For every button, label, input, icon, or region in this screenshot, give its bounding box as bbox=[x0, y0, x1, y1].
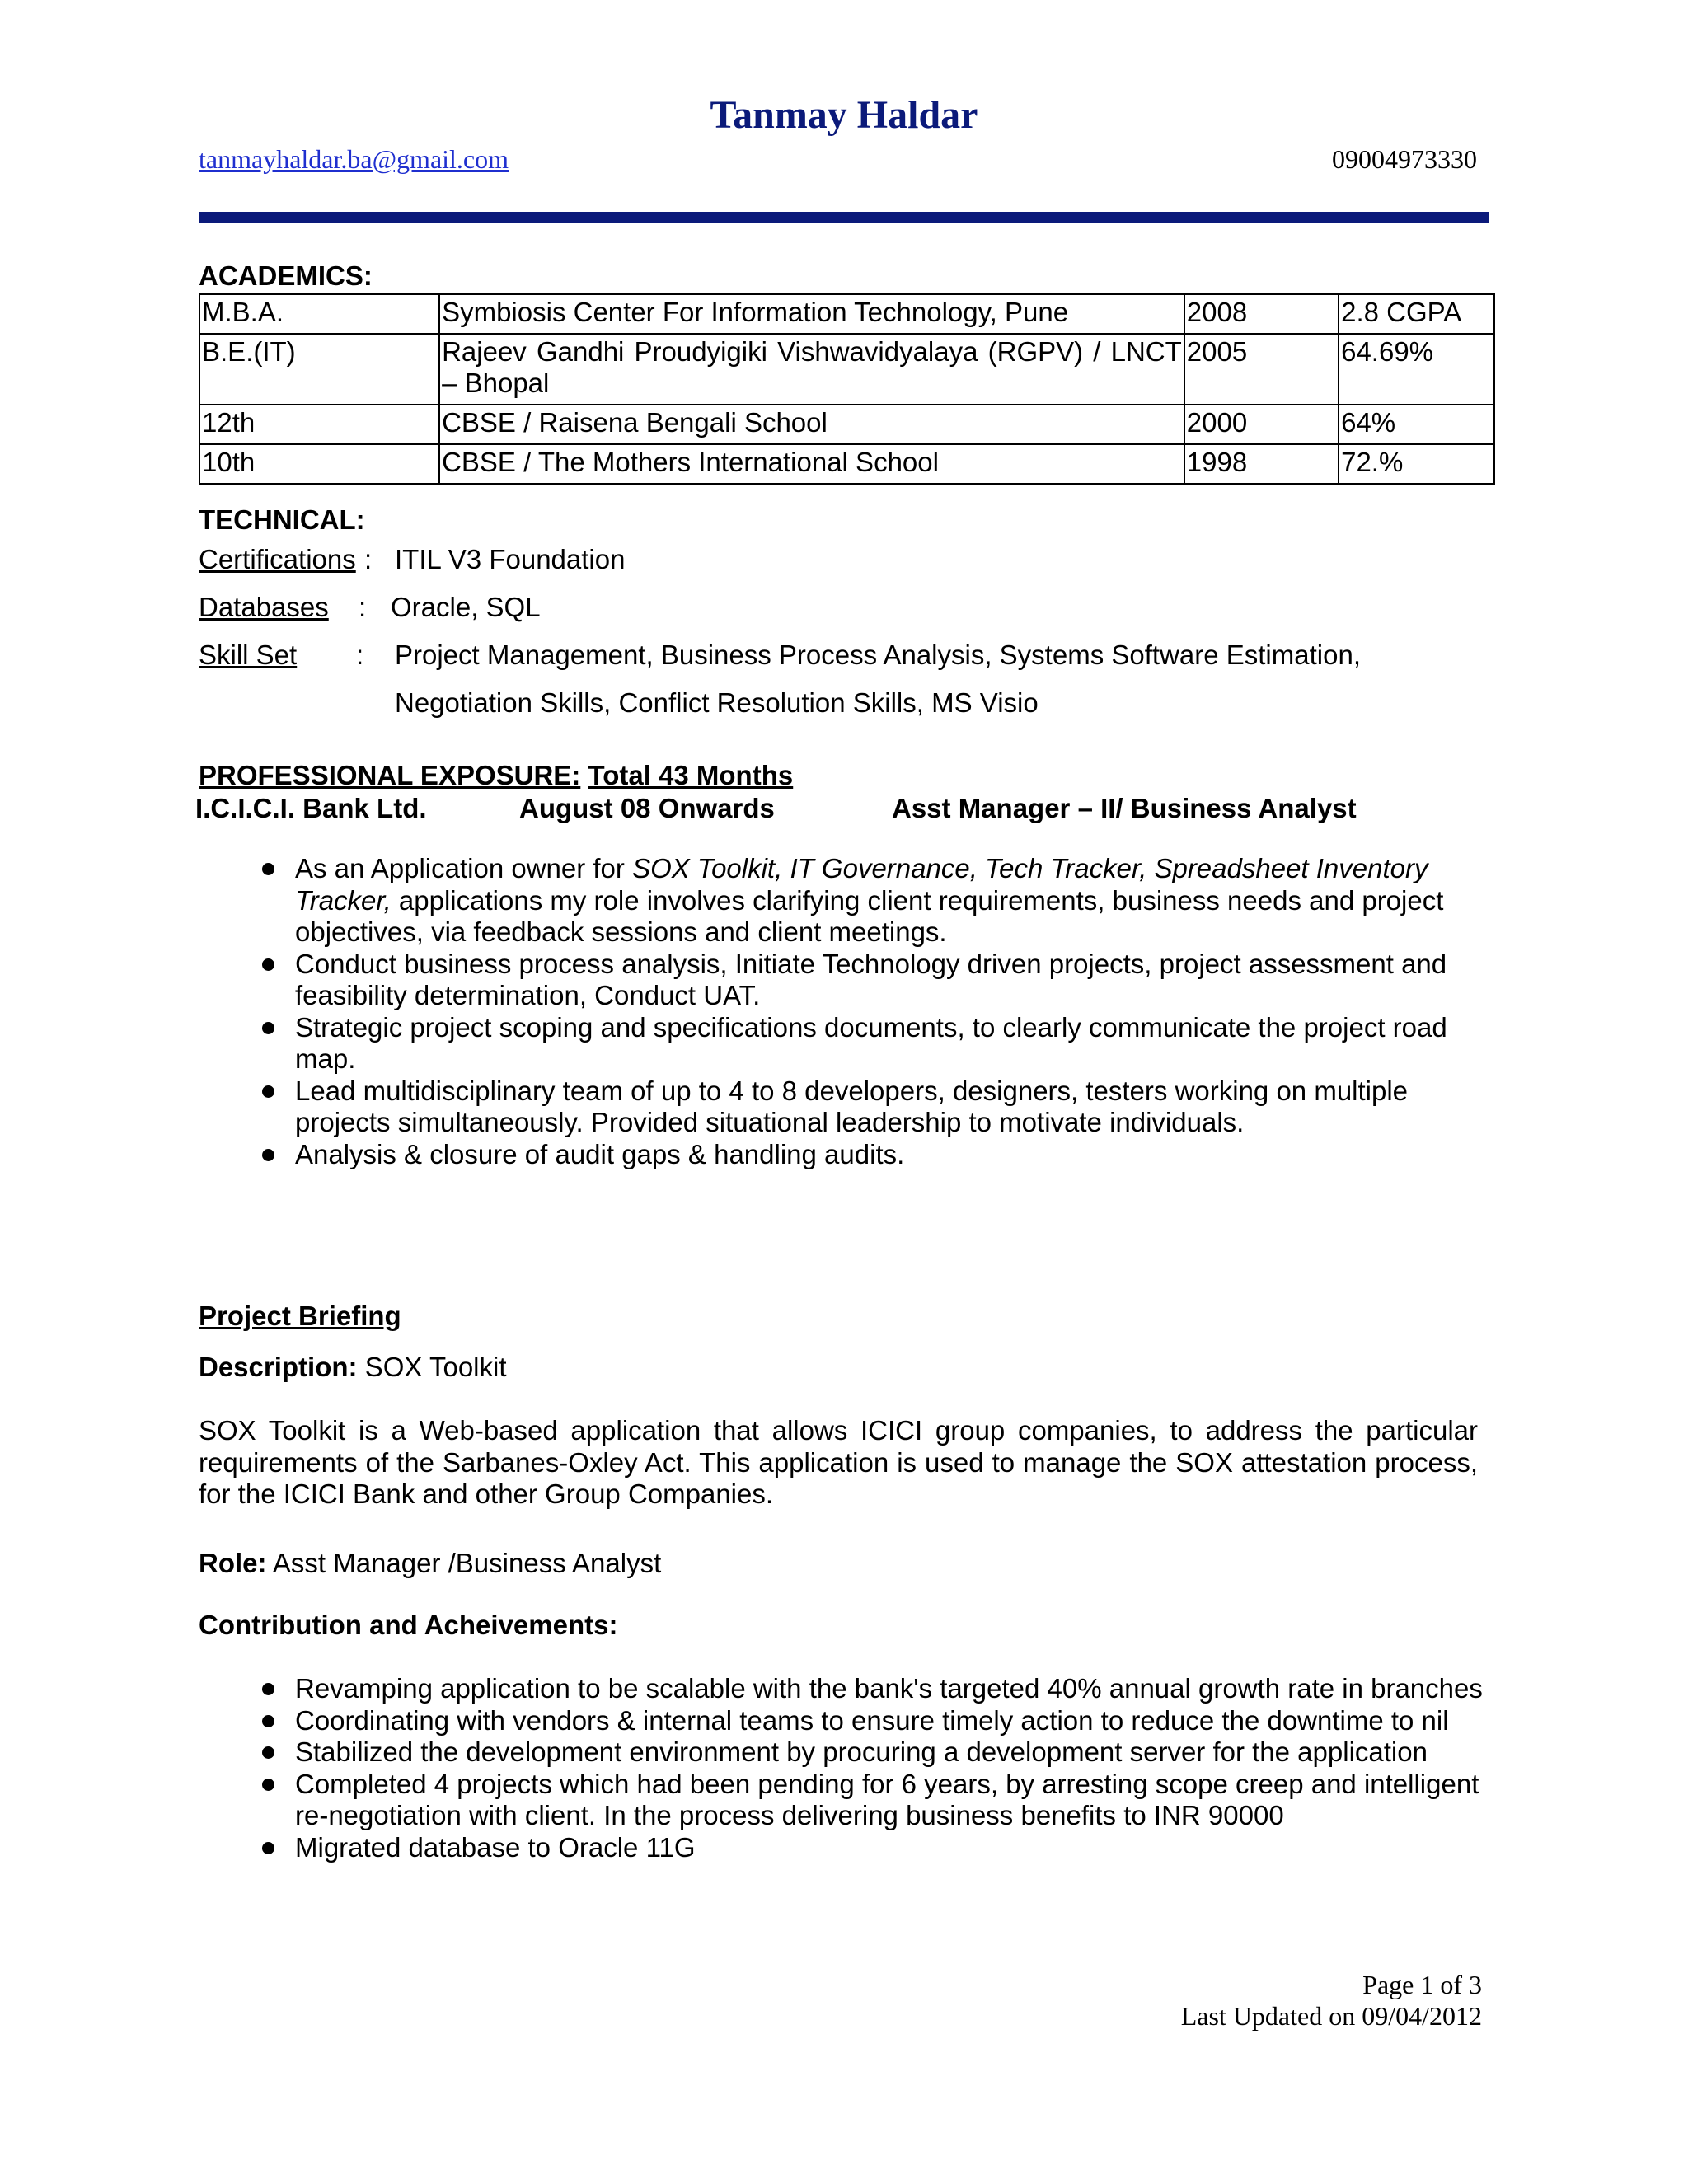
bullet-text: Analysis & closure of audit gaps & handling audits. bbox=[295, 1138, 905, 1169]
institute-cell: CBSE / The Mothers International School bbox=[439, 444, 1184, 484]
email-link[interactable]: tanmayhaldar.ba@gmail.com bbox=[199, 144, 509, 174]
technical-heading: TECHNICAL: bbox=[199, 504, 365, 535]
list-item bbox=[0, 949, 1490, 1012]
year-cell: 2005 bbox=[1184, 334, 1339, 405]
bullet-icon bbox=[262, 1746, 274, 1759]
bullet-icon bbox=[262, 1085, 274, 1098]
institute-cell: CBSE / Raisena Bengali School bbox=[439, 405, 1184, 444]
year-cell: 2008 bbox=[1184, 294, 1339, 334]
academics-heading: ACADEMICS: bbox=[199, 260, 373, 291]
score-cell: 2.8 CGPA bbox=[1339, 294, 1494, 334]
bullet-text: Lead multidisciplinary team of up to 4 to 8 developers, designers, testers working on multiple projects simultaneously. Provided situational leadership to motivate individuals. bbox=[295, 1075, 1409, 1137]
description-row bbox=[199, 1352, 507, 1383]
bullet-text: Coordinating with vendors & internal teams to ensure timely action to reduce the downtime to nil bbox=[295, 1704, 1449, 1736]
job-designation: Asst Manager – II/ Business Analyst bbox=[892, 793, 1357, 823]
bullet-text: Revamping application to be scalable with the bank's targeted 40% annual growth rate in branches bbox=[295, 1673, 1483, 1704]
role-row bbox=[199, 1548, 661, 1579]
bullet-icon bbox=[262, 1842, 274, 1854]
list-item bbox=[0, 1705, 1490, 1737]
professional-heading-row bbox=[199, 760, 793, 791]
score-cell: 72.% bbox=[1339, 444, 1494, 484]
header-divider bbox=[199, 212, 1489, 223]
list-item bbox=[0, 1012, 1490, 1076]
job-period: August 08 Onwards bbox=[519, 793, 775, 823]
list-item bbox=[0, 853, 1490, 949]
bullet-text: Completed 4 projects which had been pending for 6 years, by arresting scope creep and intelligent re-negotiation with client. In the process delivering business benefits to INR 90000 bbox=[295, 1768, 1479, 1830]
list-item bbox=[0, 1769, 1490, 1832]
databases-colon: : bbox=[359, 592, 367, 622]
candidate-name: Tanmay Haldar bbox=[710, 93, 978, 137]
databases-label: Databases bbox=[199, 592, 329, 622]
project-heading: Project Briefing bbox=[199, 1301, 401, 1331]
institute-cell: Symbiosis Center For Information Technology, Pune bbox=[439, 294, 1184, 334]
certifications-value: ITIL V3 Foundation bbox=[395, 544, 626, 574]
list-item bbox=[0, 1736, 1490, 1769]
bullet-text: Conduct business process analysis, Initiate Technology driven projects, project assessment and feasibility determination, Conduct UAT. bbox=[295, 948, 1447, 1010]
table-row bbox=[199, 334, 1494, 405]
page-number: Page 1 of 3 bbox=[1362, 1970, 1482, 1999]
table-row bbox=[199, 444, 1494, 484]
description-label: Description: bbox=[199, 1352, 358, 1382]
professional-total: Total 43 Months bbox=[588, 760, 794, 790]
skillset-colon: : bbox=[356, 640, 364, 670]
company-name: I.C.I.C.I. Bank Ltd. bbox=[195, 793, 427, 823]
role-label: Role: bbox=[199, 1548, 267, 1578]
project-paragraph: SOX Toolkit is a Web-based application that allows ICICI group companies, to address the particular requirements of the Sarbanes-Oxley Act. This application is used to manage the SOX attestation process, for the ICICI Bank and other Group Companies. bbox=[199, 1415, 1478, 1509]
list-item bbox=[0, 1076, 1490, 1139]
certifications-label: Certifications bbox=[199, 544, 356, 574]
year-cell: 2000 bbox=[1184, 405, 1339, 444]
bullet-icon bbox=[262, 863, 274, 875]
institute-cell: Rajeev Gandhi Proudyigiki Vishwavidyalaya (RGPV) / LNCT – Bhopal bbox=[439, 334, 1184, 405]
degree-cell: 10th bbox=[199, 444, 439, 484]
bullet-text: Strategic project scoping and specifications documents, to clearly communicate the project road map. bbox=[295, 1011, 1447, 1074]
bullet-icon bbox=[262, 1715, 274, 1727]
skillset-label: Skill Set bbox=[199, 640, 298, 670]
bullet-icon bbox=[262, 1149, 274, 1161]
table-row bbox=[199, 294, 1494, 334]
degree-cell: M.B.A. bbox=[199, 294, 439, 334]
role-value: Asst Manager /Business Analyst bbox=[272, 1548, 662, 1578]
professional-heading: PROFESSIONAL EXPOSURE: bbox=[199, 760, 581, 790]
databases-value: Oracle, SQL bbox=[391, 592, 541, 622]
list-item bbox=[0, 1139, 1490, 1171]
bullet-text: Migrated database to Oracle 11G bbox=[295, 1831, 696, 1863]
table-row bbox=[199, 405, 1494, 444]
contribution-heading: Contribution and Acheivements: bbox=[199, 1610, 618, 1640]
list-item bbox=[0, 1673, 1490, 1705]
description-value: SOX Toolkit bbox=[364, 1352, 507, 1382]
bullet-icon bbox=[262, 1779, 274, 1791]
bullet-text: As an Application owner for SOX Toolkit, IT Governance, Tech Tracker, Spreadsheet Inventory Tracker, applications my role involves clarifying client requirements, business needs and project objectives, via feedback sessions and client meetings. bbox=[295, 853, 1444, 947]
skillset-value-line2: Negotiation Skills, Conflict Resolution Skills, MS Visio bbox=[395, 687, 1039, 718]
certifications-colon: : bbox=[364, 544, 373, 574]
responsibility-list bbox=[0, 853, 1490, 1170]
list-item bbox=[0, 1832, 1490, 1864]
degree-cell: 12th bbox=[199, 405, 439, 444]
bullet-icon bbox=[262, 1022, 274, 1034]
bullet-icon bbox=[262, 958, 274, 971]
degree-cell: B.E.(IT) bbox=[199, 334, 439, 405]
bullet-icon bbox=[262, 1683, 274, 1695]
bullet-text: Stabilized the development environment by procuring a development server for the application bbox=[295, 1736, 1428, 1767]
skillset-value-line1: Project Management, Business Process Analysis, Systems Software Estimation, bbox=[395, 640, 1361, 670]
score-cell: 64% bbox=[1339, 405, 1494, 444]
last-updated: Last Updated on 09/04/2012 bbox=[1180, 2001, 1482, 2031]
year-cell: 1998 bbox=[1184, 444, 1339, 484]
score-cell: 64.69% bbox=[1339, 334, 1494, 405]
phone-number: 09004973330 bbox=[1332, 144, 1477, 174]
academics-table bbox=[199, 293, 1495, 485]
achievement-list bbox=[0, 1673, 1490, 1863]
